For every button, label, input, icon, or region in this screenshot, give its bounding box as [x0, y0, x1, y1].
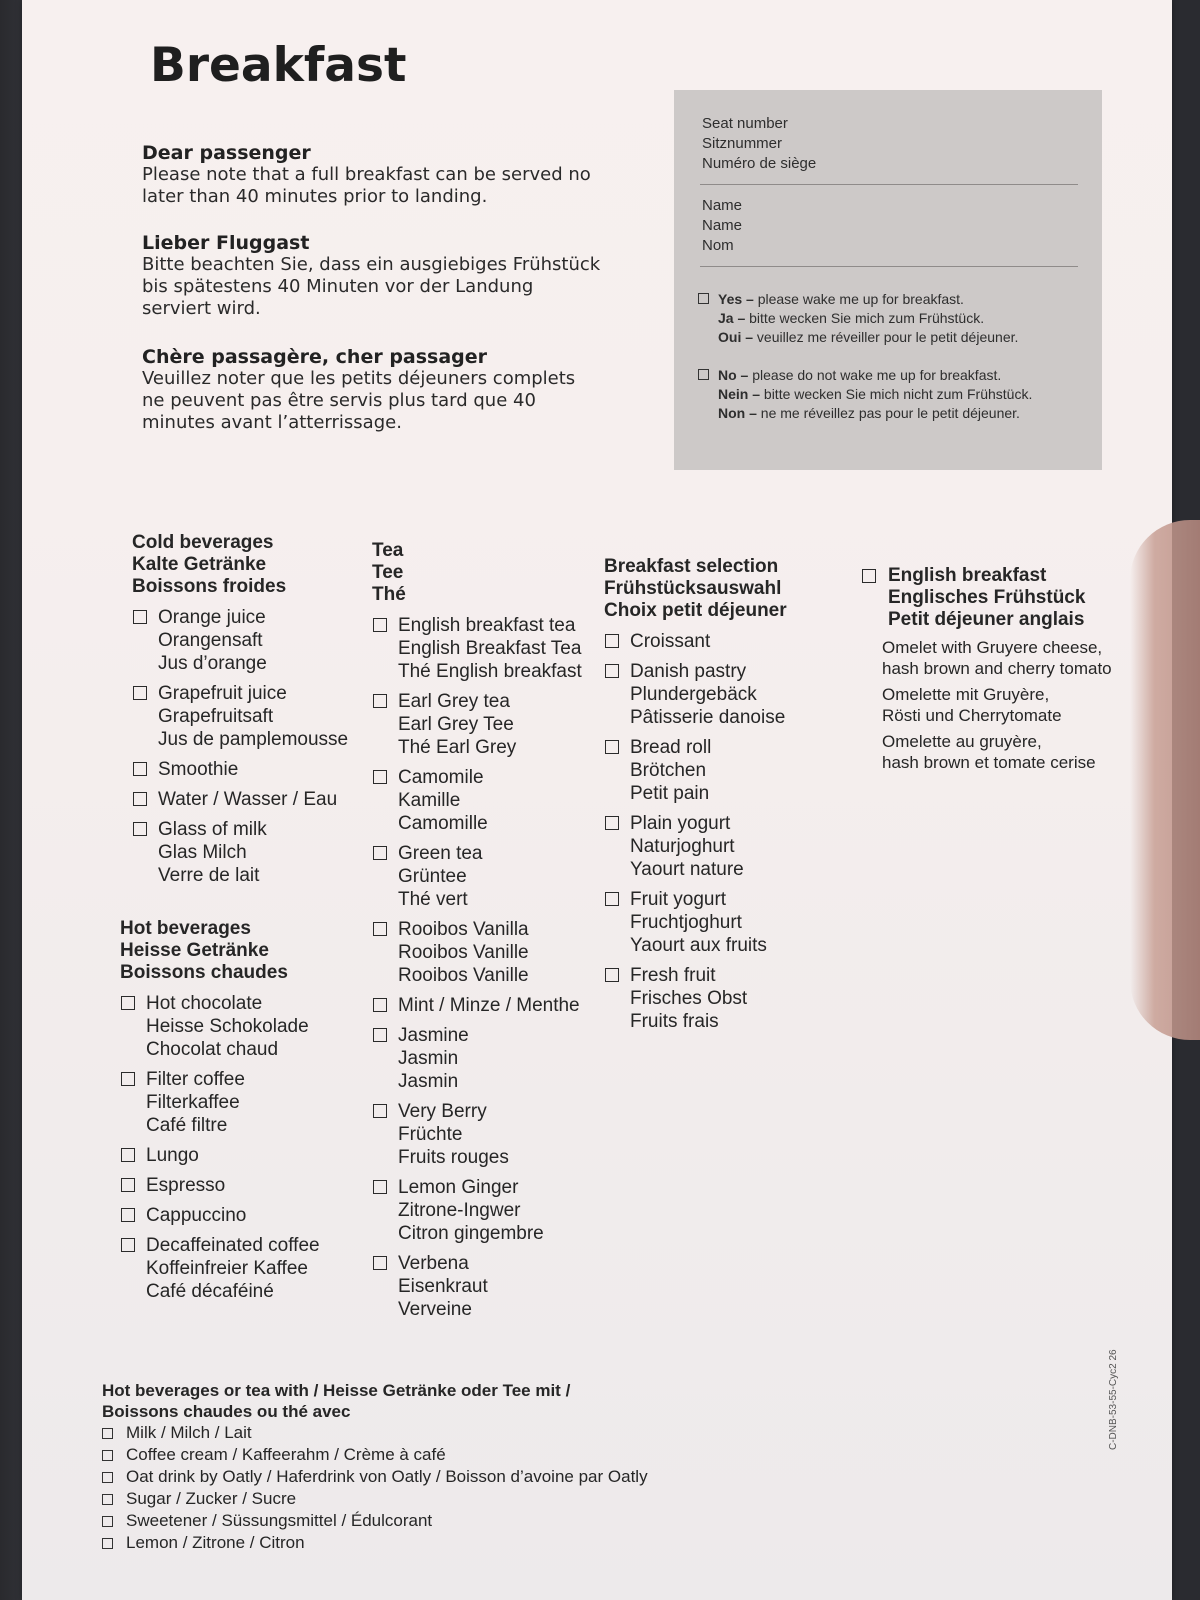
item-label: Jus d’orange	[158, 653, 267, 674]
item-label: Verveine	[398, 1299, 472, 1320]
item-label: Mint / Minze / Menthe	[398, 995, 580, 1016]
intro-heading: Chère passagère, cher passager	[142, 346, 488, 368]
intro-heading: Dear passenger	[142, 142, 311, 164]
checkbox[interactable]	[605, 664, 619, 678]
item-label: Camomile	[398, 767, 484, 788]
cold-menu-item[interactable]	[132, 682, 362, 751]
tea-section	[372, 540, 602, 1328]
checkbox[interactable]	[373, 618, 387, 632]
english-breakfast-checkbox[interactable]	[862, 569, 876, 583]
hot-beverages-section	[120, 918, 360, 1310]
hot-menu-item[interactable]	[120, 1234, 360, 1303]
item-label: Fruchtjoghurt	[630, 912, 742, 933]
item-label: Water / Wasser / Eau	[158, 789, 338, 810]
checkbox[interactable]	[133, 822, 147, 836]
intro-english	[142, 142, 602, 208]
checkbox[interactable]	[133, 762, 147, 776]
item-label: Yaourt nature	[630, 859, 744, 880]
item-label: Smoothie	[158, 759, 239, 780]
intro-heading: Lieber Fluggast	[142, 232, 310, 254]
item-label: Jasmin	[398, 1071, 459, 1092]
hot-menu-item[interactable]	[120, 1204, 360, 1227]
item-label: English Breakfast Tea	[398, 638, 582, 659]
item-label: Plain yogurt	[630, 813, 731, 834]
selection-menu-item[interactable]	[604, 660, 814, 729]
item-label: Orange juice	[158, 607, 266, 628]
checkbox[interactable]	[373, 1180, 387, 1194]
item-label: Danish pastry	[630, 661, 747, 682]
cold-beverages-section	[132, 532, 362, 894]
item-label: Croissant	[630, 631, 711, 652]
item-label: Verre de lait	[158, 865, 260, 886]
breakfast-selection-section	[604, 556, 814, 1040]
tea-menu-item[interactable]	[372, 994, 602, 1017]
checkbox[interactable]	[102, 1428, 113, 1439]
addition-option[interactable]	[102, 1466, 662, 1488]
hand-holding-card	[1130, 520, 1200, 1040]
checkbox[interactable]	[102, 1538, 113, 1549]
tea-menu-item[interactable]	[372, 1252, 602, 1321]
page-title: Breakfast	[150, 38, 407, 93]
item-label: Espresso	[146, 1175, 226, 1196]
tea-menu-item[interactable]	[372, 1100, 602, 1169]
item-label: Petit pain	[630, 783, 710, 804]
tea-menu-item[interactable]	[372, 766, 602, 835]
selection-menu-item[interactable]	[604, 736, 814, 805]
item-label: Hot chocolate	[146, 993, 263, 1014]
english-breakfast-section	[860, 565, 1120, 778]
beverage-additions-section	[102, 1380, 662, 1554]
intro-german	[142, 232, 602, 320]
item-label: Thé Earl Grey	[398, 737, 517, 758]
item-label: Chocolat chaud	[146, 1039, 279, 1060]
item-label: Camomille	[398, 813, 488, 834]
checkbox[interactable]	[373, 1256, 387, 1270]
cold-menu-item[interactable]	[132, 818, 362, 887]
tea-menu-item[interactable]	[372, 1024, 602, 1093]
seat-number-label: Seat number Sitznummer Numéro de siège	[702, 115, 817, 172]
item-label: Café décaféiné	[146, 1281, 274, 1302]
item-label: Kamille	[398, 790, 461, 811]
item-label: Fresh fruit	[630, 965, 716, 986]
item-label: Very Berry	[398, 1101, 487, 1122]
item-label: Grüntee	[398, 866, 467, 887]
section-heading: Hot beverages Heisse Getränke Boissons chaudes	[120, 918, 288, 983]
checkbox[interactable]	[121, 1072, 135, 1086]
item-label: Glass of milk	[158, 819, 267, 840]
name-label: Name Name Nom	[702, 197, 743, 254]
tea-menu-item[interactable]	[372, 690, 602, 759]
item-label: Plundergebäck	[630, 684, 757, 705]
section-heading: Tea Tee Thé	[372, 540, 406, 605]
item-label: Früchte	[398, 1124, 463, 1145]
checkbox[interactable]	[373, 922, 387, 936]
english-breakfast-option[interactable]: English breakfast Englisches Frühstück Petit déjeuner anglais	[860, 565, 1120, 631]
item-label: Fruits frais	[630, 1011, 719, 1032]
item-label: Lungo	[146, 1145, 199, 1166]
addition-label: Milk / Milch / Lait	[126, 1423, 252, 1442]
selection-menu-item[interactable]	[604, 888, 814, 957]
addition-option[interactable]	[102, 1510, 662, 1532]
item-label: Eisenkraut	[398, 1276, 488, 1297]
checkbox[interactable]	[605, 740, 619, 754]
section-heading: Cold beverages Kalte Getränke Boissons froides	[132, 532, 287, 597]
checkbox[interactable]	[605, 816, 619, 830]
checkbox[interactable]	[133, 610, 147, 624]
intro-french	[142, 346, 602, 434]
item-label: Frisches Obst	[630, 988, 748, 1009]
addition-option[interactable]	[102, 1444, 662, 1466]
item-label: Glas Milch	[158, 842, 247, 863]
item-label: Café filtre	[146, 1115, 228, 1136]
hot-menu-item[interactable]	[120, 1068, 360, 1137]
checkbox[interactable]	[102, 1494, 113, 1505]
addition-option[interactable]	[102, 1532, 662, 1554]
seat-number-field[interactable]	[700, 184, 1078, 185]
checkbox[interactable]	[373, 846, 387, 860]
addition-option[interactable]	[102, 1488, 662, 1510]
checkbox[interactable]	[373, 694, 387, 708]
checkbox[interactable]	[373, 998, 387, 1012]
section-heading: Breakfast selection Frühstücksauswahl Choix petit déjeuner	[604, 556, 787, 621]
checkbox[interactable]	[605, 634, 619, 648]
item-label: Filterkaffee	[146, 1092, 240, 1113]
item-label: Pâtisserie danoise	[630, 707, 786, 728]
tea-menu-item[interactable]	[372, 614, 602, 683]
addition-label: Oat drink by Oatly / Haferdrink von Oatly / Boisson d’avoine par Oatly	[126, 1467, 648, 1486]
intro-text: Veuillez noter que les petits déjeuners complets ne peuvent pas être servis plus tard que 40 minutes avant l’atterrissage.	[142, 368, 576, 433]
checkbox[interactable]	[121, 1208, 135, 1222]
item-label: Grapefruitsaft	[158, 706, 274, 727]
item-label: Filter coffee	[146, 1069, 245, 1090]
item-label: Cappuccino	[146, 1205, 247, 1226]
intro-text: Please note that a full breakfast can be served no later than 40 minutes prior to landing.	[142, 164, 591, 207]
checkbox[interactable]	[373, 770, 387, 784]
section-heading: Hot beverages or tea with / Heisse Getränke oder Tee mit / Boissons chaudes ou thé avec	[102, 1381, 571, 1421]
checkbox[interactable]	[605, 968, 619, 982]
checkbox[interactable]	[121, 1148, 135, 1162]
tea-menu-item[interactable]	[372, 842, 602, 911]
item-label: Jus de pamplemousse	[158, 729, 349, 750]
checkbox[interactable]	[121, 1238, 135, 1252]
item-label: Green tea	[398, 843, 483, 864]
hot-menu-item[interactable]	[120, 1174, 360, 1197]
item-label: Jasmine	[398, 1025, 469, 1046]
selection-menu-item[interactable]	[604, 630, 814, 653]
tea-menu-item[interactable]	[372, 918, 602, 987]
checkbox[interactable]	[605, 892, 619, 906]
item-label: Yaourt aux fruits	[630, 935, 767, 956]
hot-menu-item[interactable]	[120, 1144, 360, 1167]
item-label: Fruits rouges	[398, 1147, 509, 1168]
tea-menu-item[interactable]	[372, 1176, 602, 1245]
checkbox[interactable]	[133, 686, 147, 700]
checkbox[interactable]	[373, 1104, 387, 1118]
checkbox[interactable]	[121, 996, 135, 1010]
item-label: Lemon Ginger	[398, 1177, 519, 1198]
checkbox[interactable]	[102, 1516, 113, 1527]
item-label: Rooibos Vanille	[398, 965, 529, 986]
wake-no-option[interactable]: No – please do not wake me up for breakfast. Nein – bitte wecken Sie mich nicht zum Frühstück. Non – ne me réveillez pas pour le petit déjeuner.	[698, 366, 1088, 423]
hot-menu-item[interactable]	[120, 992, 360, 1061]
cold-menu-item[interactable]	[132, 606, 362, 675]
item-label: Earl Grey tea	[398, 691, 510, 712]
item-label: Decaffeinated coffee	[146, 1235, 320, 1256]
selection-menu-item[interactable]	[604, 964, 814, 1033]
item-label: Grapefruit juice	[158, 683, 287, 704]
item-label: Fruit yogurt	[630, 889, 727, 910]
intro-text: Bitte beachten Sie, dass ein ausgiebiges Frühstück bis spätestens 40 Minuten vor der Landung serviert wird.	[142, 254, 601, 319]
wake-yes-option[interactable]: Yes – please wake me up for breakfast. Ja – bitte wecken Sie mich zum Frühstück. Oui – veuillez me réveiller pour le petit déjeuner.	[698, 290, 1088, 347]
addition-label: Coffee cream / Kaffeerahm / Crème à café	[126, 1445, 446, 1464]
item-label: Citron gingembre	[398, 1223, 544, 1244]
addition-option[interactable]	[102, 1422, 662, 1444]
item-label: Zitrone-Ingwer	[398, 1200, 521, 1221]
item-label: Verbena	[398, 1253, 469, 1274]
item-label: Koffeinfreier Kaffee	[146, 1258, 308, 1279]
wake-no-checkbox[interactable]	[698, 369, 709, 380]
checkbox[interactable]	[133, 792, 147, 806]
addition-label: Lemon / Zitrone / Citron	[126, 1533, 305, 1552]
checkbox[interactable]	[373, 1028, 387, 1042]
item-label: Rooibos Vanilla	[398, 919, 529, 940]
checkbox[interactable]	[102, 1450, 113, 1461]
item-label: Rooibos Vanille	[398, 942, 529, 963]
item-label: Earl Grey Tee	[398, 714, 514, 735]
checkbox[interactable]	[102, 1472, 113, 1483]
cold-menu-item[interactable]	[132, 788, 362, 811]
item-label: Orangensaft	[158, 630, 263, 651]
item-label: Thé English breakfast	[398, 661, 582, 682]
wake-yes-checkbox[interactable]	[698, 293, 709, 304]
item-label: Thé vert	[398, 889, 468, 910]
item-label: English breakfast tea	[398, 615, 576, 636]
selection-menu-item[interactable]	[604, 812, 814, 881]
cold-menu-item[interactable]	[132, 758, 362, 781]
seat-info-box	[674, 90, 1102, 470]
name-field[interactable]	[700, 266, 1078, 267]
addition-label: Sugar / Zucker / Sucre	[126, 1489, 297, 1508]
item-label: Naturjoghurt	[630, 836, 735, 857]
item-label: Heisse Schokolade	[146, 1016, 309, 1037]
checkbox[interactable]	[121, 1178, 135, 1192]
item-label: Jasmin	[398, 1048, 459, 1069]
item-label: Bread roll	[630, 737, 712, 758]
form-code: C-DNB-53-55-Cyc2 26	[1108, 1349, 1119, 1450]
english-breakfast-description: Omelet with Gruyere cheese, hash brown and cherry tomato Omelette mit Gruyère, Rösti und Cherrytomate Omelette au gruyère, hash brown et tomate cerise	[882, 638, 1112, 772]
item-label: Brötchen	[630, 760, 707, 781]
menu-card	[22, 0, 1172, 1600]
addition-label: Sweetener / Süssungsmittel / Édulcorant	[126, 1511, 433, 1530]
